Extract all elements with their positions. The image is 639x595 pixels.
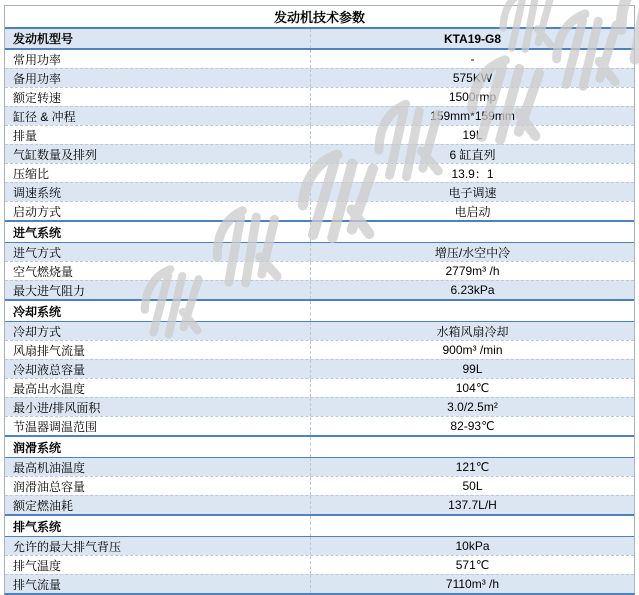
table-row bbox=[5, 555, 634, 574]
param-value-cell: 571℃ bbox=[455, 558, 490, 572]
table-row bbox=[5, 476, 634, 495]
param-value-cell: 1500rmp bbox=[448, 90, 497, 104]
param-label-cell: 最小进/排风面积 bbox=[5, 398, 311, 416]
spec-table-body bbox=[5, 50, 634, 593]
param-label-cell: 允许的最大排气背压 bbox=[5, 537, 311, 555]
param-label-cell: 冷却方式 bbox=[5, 322, 311, 340]
param-value-cell: 104℃ bbox=[455, 381, 490, 395]
param-label-cell: 启动方式 bbox=[5, 202, 311, 220]
table-row bbox=[5, 182, 634, 201]
param-value-cell: 13.9：1 bbox=[451, 166, 494, 181]
section-header-label: 润滑系统 bbox=[5, 437, 311, 457]
param-value-cell: 电启动 bbox=[454, 204, 491, 219]
param-label-cell: 排气温度 bbox=[5, 556, 311, 574]
table-row bbox=[5, 458, 634, 476]
param-value-cell: 增压/水空中冷 bbox=[434, 245, 511, 260]
param-value-cell: - bbox=[470, 52, 475, 66]
param-label-cell: 缸径 & 冲程 bbox=[5, 107, 311, 125]
param-label-cell: 调速系统 bbox=[5, 183, 311, 201]
section-header-row bbox=[5, 514, 634, 537]
param-value-cell: 6 缸直列 bbox=[449, 147, 496, 162]
table-row bbox=[5, 574, 634, 593]
section-header-label: 冷却系统 bbox=[5, 301, 311, 321]
section-header-row bbox=[5, 220, 634, 243]
param-value-cell: 电子调速 bbox=[448, 185, 497, 200]
param-label-cell: 最高出水温度 bbox=[5, 379, 311, 397]
table-row bbox=[5, 280, 634, 299]
param-value-cell: 7110m³ /h bbox=[445, 577, 500, 591]
section-header-label: 排气系统 bbox=[5, 516, 311, 536]
table-row bbox=[5, 537, 634, 555]
param-value-cell: 121℃ bbox=[455, 460, 490, 474]
param-label-cell: 气缸数量及排列 bbox=[5, 145, 311, 163]
table-title-text: 发动机技术参数 bbox=[273, 10, 365, 25]
param-label-cell: 进气方式 bbox=[5, 243, 311, 261]
param-value-cell: 159mm*159mm bbox=[430, 109, 515, 123]
param-label-cell: 压缩比 bbox=[5, 164, 311, 182]
param-value-cell: 水箱风扇冷却 bbox=[436, 324, 509, 339]
section-header-row bbox=[5, 435, 634, 458]
param-label-cell: 发动机型号 bbox=[5, 29, 311, 48]
table-row bbox=[5, 87, 634, 106]
param-label-cell: 最大进气阻力 bbox=[5, 281, 311, 299]
param-label-cell: 节温器调温范围 bbox=[5, 417, 311, 435]
table-row bbox=[5, 261, 634, 280]
table-row bbox=[5, 340, 634, 359]
table-row bbox=[5, 416, 634, 435]
param-label-cell: 额定燃油耗 bbox=[5, 496, 311, 514]
param-value-cell: KTA19-G8 bbox=[443, 31, 502, 46]
param-label-cell: 常用功率 bbox=[5, 50, 311, 68]
param-value-cell: 137.7L/H bbox=[448, 498, 497, 512]
param-label-cell: 润滑油总容量 bbox=[5, 477, 311, 495]
param-label-cell: 备用功率 bbox=[5, 69, 311, 87]
table-row bbox=[5, 201, 634, 220]
section-header-label: 进气系统 bbox=[5, 222, 311, 242]
engine-spec-table bbox=[4, 5, 635, 595]
param-label-cell: 排气流量 bbox=[5, 575, 311, 593]
param-label-cell: 最高机油温度 bbox=[5, 458, 311, 476]
table-row bbox=[5, 144, 634, 163]
table-row bbox=[5, 397, 634, 416]
param-value-cell: 99L bbox=[462, 362, 483, 376]
param-value-cell: 19L bbox=[462, 128, 483, 142]
engine-model-row bbox=[5, 27, 634, 50]
param-label-cell: 空气燃烧量 bbox=[5, 262, 311, 280]
table-row bbox=[5, 495, 634, 514]
section-header-row bbox=[5, 299, 634, 322]
table-row bbox=[5, 243, 634, 261]
table-row bbox=[5, 163, 634, 182]
param-label-cell: 排量 bbox=[5, 126, 311, 144]
table-row bbox=[5, 125, 634, 144]
param-value-cell: 50L bbox=[462, 479, 483, 493]
table-title bbox=[5, 6, 634, 27]
table-row bbox=[5, 106, 634, 125]
param-label-cell: 冷却液总容量 bbox=[5, 360, 311, 378]
table-row bbox=[5, 322, 634, 340]
table-row bbox=[5, 50, 634, 68]
table-row bbox=[5, 359, 634, 378]
param-label-cell: 额定转速 bbox=[5, 88, 311, 106]
param-value-cell: 10kPa bbox=[455, 539, 490, 553]
param-value-cell: 6.23kPa bbox=[450, 283, 495, 297]
param-value-cell: 575KW bbox=[452, 71, 493, 85]
param-value-cell: 3.0/2.5m² bbox=[447, 400, 498, 414]
param-value-cell: 82-93℃ bbox=[450, 419, 495, 433]
param-value-cell: 2779m³ /h bbox=[445, 264, 500, 278]
table-row bbox=[5, 68, 634, 87]
param-value-cell: 900m³ /min bbox=[442, 343, 503, 357]
param-label-cell: 风扇排气流量 bbox=[5, 341, 311, 359]
table-row bbox=[5, 378, 634, 397]
